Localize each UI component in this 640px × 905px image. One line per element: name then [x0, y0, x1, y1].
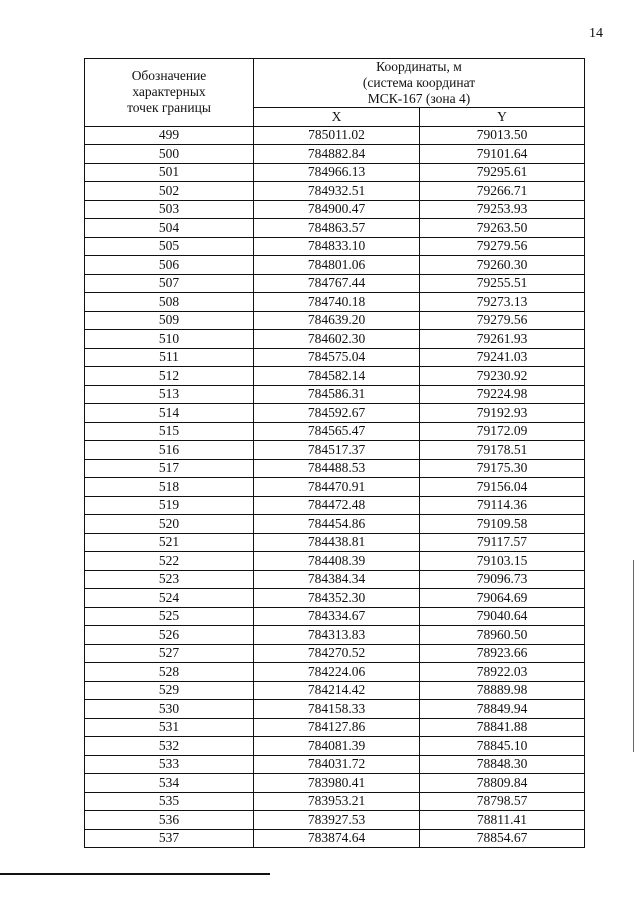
- x-coordinate-cell: 783980.41: [254, 774, 420, 793]
- y-coordinate-cell: 79261.93: [420, 330, 585, 349]
- table-row: [85, 293, 585, 312]
- table-row: [85, 404, 585, 423]
- table-header: [85, 59, 585, 127]
- x-coordinate-cell: 784582.14: [254, 367, 420, 386]
- table-row: [85, 422, 585, 441]
- y-coordinate-cell: 78809.84: [420, 774, 585, 793]
- point-cell: 522: [85, 552, 254, 571]
- point-cell: 529: [85, 681, 254, 700]
- point-cell: 525: [85, 607, 254, 626]
- y-coordinate-cell: 79279.56: [420, 237, 585, 256]
- table-row: [85, 663, 585, 682]
- x-coordinate-cell: 784863.57: [254, 219, 420, 238]
- point-cell: 534: [85, 774, 254, 793]
- point-cell: 510: [85, 330, 254, 349]
- x-coordinate-cell: 784966.13: [254, 163, 420, 182]
- x-coordinate-cell: 784472.48: [254, 496, 420, 515]
- table-row: [85, 700, 585, 719]
- point-cell: 531: [85, 718, 254, 737]
- x-coordinate-cell: 784586.31: [254, 385, 420, 404]
- point-cell: 505: [85, 237, 254, 256]
- table-body: [85, 126, 585, 848]
- y-coordinate-cell: 79192.93: [420, 404, 585, 423]
- point-cell: 507: [85, 274, 254, 293]
- y-coordinate-cell: 78889.98: [420, 681, 585, 700]
- x-coordinate-cell: 784575.04: [254, 348, 420, 367]
- x-coordinate-cell: 784801.06: [254, 256, 420, 275]
- x-coordinate-cell: 784158.33: [254, 700, 420, 719]
- table-row: [85, 644, 585, 663]
- x-coordinate-cell: 784313.83: [254, 626, 420, 645]
- y-coordinate-cell: 78848.30: [420, 755, 585, 774]
- table-row: [85, 737, 585, 756]
- table-row: [85, 533, 585, 552]
- table-row: [85, 348, 585, 367]
- point-cell: 514: [85, 404, 254, 423]
- y-coordinate-cell: 79241.03: [420, 348, 585, 367]
- table-row: [85, 145, 585, 164]
- y-coordinate-cell: 79013.50: [420, 126, 585, 145]
- header-line: Обозначение: [131, 68, 207, 84]
- point-cell: 502: [85, 182, 254, 201]
- y-coordinate-cell: 78845.10: [420, 737, 585, 756]
- y-coordinate-cell: 78960.50: [420, 626, 585, 645]
- y-coordinate-cell: 79260.30: [420, 256, 585, 275]
- table-row: [85, 441, 585, 460]
- table-row: [85, 570, 585, 589]
- y-coordinate-cell: 79230.92: [420, 367, 585, 386]
- y-coordinate-cell: 79263.50: [420, 219, 585, 238]
- x-coordinate-cell: 784740.18: [254, 293, 420, 312]
- x-coordinate-cell: 784270.52: [254, 644, 420, 663]
- x-coordinate-cell: 784224.06: [254, 663, 420, 682]
- table-row: [85, 811, 585, 830]
- point-cell: 530: [85, 700, 254, 719]
- point-cell: 511: [85, 348, 254, 367]
- point-cell: 524: [85, 589, 254, 608]
- x-coordinate-cell: 784081.39: [254, 737, 420, 756]
- point-cell: 521: [85, 533, 254, 552]
- y-coordinate-cell: 79117.57: [420, 533, 585, 552]
- y-coordinate-cell: 78849.94: [420, 700, 585, 719]
- point-cell: 533: [85, 755, 254, 774]
- table-row: [85, 478, 585, 497]
- x-axis-header: X: [254, 108, 420, 127]
- table-row: [85, 774, 585, 793]
- x-coordinate-cell: 784639.20: [254, 311, 420, 330]
- point-designation-header: [85, 59, 254, 127]
- header-line: (система координат: [362, 75, 476, 90]
- point-cell: 537: [85, 829, 254, 848]
- point-cell: 517: [85, 459, 254, 478]
- point-cell: 504: [85, 219, 254, 238]
- x-coordinate-cell: 784488.53: [254, 459, 420, 478]
- table-row: [85, 552, 585, 571]
- y-coordinate-cell: 79273.13: [420, 293, 585, 312]
- point-cell: 503: [85, 200, 254, 219]
- y-coordinate-cell: 79279.56: [420, 311, 585, 330]
- x-coordinate-cell: 783953.21: [254, 792, 420, 811]
- y-coordinate-cell: 79114.36: [420, 496, 585, 515]
- point-cell: 506: [85, 256, 254, 275]
- y-coordinate-cell: 78798.57: [420, 792, 585, 811]
- x-coordinate-cell: 784031.72: [254, 755, 420, 774]
- y-coordinate-cell: 78811.41: [420, 811, 585, 830]
- y-coordinate-cell: 79096.73: [420, 570, 585, 589]
- x-coordinate-cell: 784602.30: [254, 330, 420, 349]
- x-coordinate-cell: 783874.64: [254, 829, 420, 848]
- point-cell: 509: [85, 311, 254, 330]
- y-coordinate-cell: 79172.09: [420, 422, 585, 441]
- x-coordinate-cell: 784517.37: [254, 441, 420, 460]
- point-cell: 518: [85, 478, 254, 497]
- header-line: МСК-167 (зона 4): [367, 91, 471, 106]
- point-cell: 501: [85, 163, 254, 182]
- x-coordinate-cell: 784882.84: [254, 145, 420, 164]
- table-row: [85, 681, 585, 700]
- point-cell: 528: [85, 663, 254, 682]
- point-cell: 523: [85, 570, 254, 589]
- y-coordinate-cell: 78922.03: [420, 663, 585, 682]
- table-row: [85, 126, 585, 145]
- x-coordinate-cell: 784900.47: [254, 200, 420, 219]
- x-coordinate-cell: 784352.30: [254, 589, 420, 608]
- point-cell: 512: [85, 367, 254, 386]
- table-row: [85, 589, 585, 608]
- x-coordinate-cell: 784384.34: [254, 570, 420, 589]
- table-row: [85, 237, 585, 256]
- point-cell: 536: [85, 811, 254, 830]
- point-cell: 532: [85, 737, 254, 756]
- point-cell: 526: [85, 626, 254, 645]
- table-row: [85, 330, 585, 349]
- x-coordinate-cell: 784408.39: [254, 552, 420, 571]
- table-row: [85, 496, 585, 515]
- y-coordinate-cell: 79295.61: [420, 163, 585, 182]
- point-cell: 519: [85, 496, 254, 515]
- y-coordinate-cell: 78923.66: [420, 644, 585, 663]
- point-cell: 516: [85, 441, 254, 460]
- header-line: Координаты, м: [376, 59, 462, 74]
- point-cell: 520: [85, 515, 254, 534]
- page-number: 14: [589, 26, 603, 41]
- y-coordinate-cell: 79109.58: [420, 515, 585, 534]
- y-coordinate-cell: 79064.69: [420, 589, 585, 608]
- header-line: точек границы: [127, 100, 211, 116]
- table-row: [85, 163, 585, 182]
- point-cell: 527: [85, 644, 254, 663]
- x-coordinate-cell: 784214.42: [254, 681, 420, 700]
- point-cell: 508: [85, 293, 254, 312]
- table-row: [85, 385, 585, 404]
- table-row: [85, 718, 585, 737]
- y-coordinate-cell: 79224.98: [420, 385, 585, 404]
- x-coordinate-cell: 784470.91: [254, 478, 420, 497]
- table-row: [85, 755, 585, 774]
- y-coordinate-cell: 79175.30: [420, 459, 585, 478]
- y-coordinate-cell: 78841.88: [420, 718, 585, 737]
- point-cell: 515: [85, 422, 254, 441]
- y-coordinate-cell: 79253.93: [420, 200, 585, 219]
- x-coordinate-cell: 784932.51: [254, 182, 420, 201]
- point-cell: 513: [85, 385, 254, 404]
- x-coordinate-cell: 784127.86: [254, 718, 420, 737]
- table-row: [85, 607, 585, 626]
- footnote-rule: [0, 873, 270, 875]
- y-coordinate-cell: 78854.67: [420, 829, 585, 848]
- x-coordinate-cell: 785011.02: [254, 126, 420, 145]
- point-cell: 499: [85, 126, 254, 145]
- y-axis-header: Y: [420, 108, 585, 127]
- point-cell: 500: [85, 145, 254, 164]
- table-row: [85, 515, 585, 534]
- table-row: [85, 459, 585, 478]
- y-coordinate-cell: 79266.71: [420, 182, 585, 201]
- x-coordinate-cell: 784334.67: [254, 607, 420, 626]
- table-row: [85, 311, 585, 330]
- y-coordinate-cell: 79178.51: [420, 441, 585, 460]
- x-coordinate-cell: 784833.10: [254, 237, 420, 256]
- coordinates-header: [254, 59, 585, 108]
- x-coordinate-cell: 784592.67: [254, 404, 420, 423]
- table-row: [85, 274, 585, 293]
- x-coordinate-cell: 784438.81: [254, 533, 420, 552]
- y-coordinate-cell: 79103.15: [420, 552, 585, 571]
- x-coordinate-cell: 783927.53: [254, 811, 420, 830]
- y-coordinate-cell: 79101.64: [420, 145, 585, 164]
- table-row: [85, 792, 585, 811]
- x-coordinate-cell: 784565.47: [254, 422, 420, 441]
- coordinates-table: [84, 58, 585, 848]
- x-coordinate-cell: 784454.86: [254, 515, 420, 534]
- y-coordinate-cell: 79255.51: [420, 274, 585, 293]
- table-row: [85, 829, 585, 848]
- table-row: [85, 256, 585, 275]
- table-row: [85, 367, 585, 386]
- y-coordinate-cell: 79040.64: [420, 607, 585, 626]
- table-row: [85, 182, 585, 201]
- point-cell: 535: [85, 792, 254, 811]
- scan-edge-line: [633, 560, 634, 752]
- table-row: [85, 219, 585, 238]
- header-line: характерных: [132, 84, 206, 100]
- y-coordinate-cell: 79156.04: [420, 478, 585, 497]
- table-row: [85, 200, 585, 219]
- table-row: [85, 626, 585, 645]
- x-coordinate-cell: 784767.44: [254, 274, 420, 293]
